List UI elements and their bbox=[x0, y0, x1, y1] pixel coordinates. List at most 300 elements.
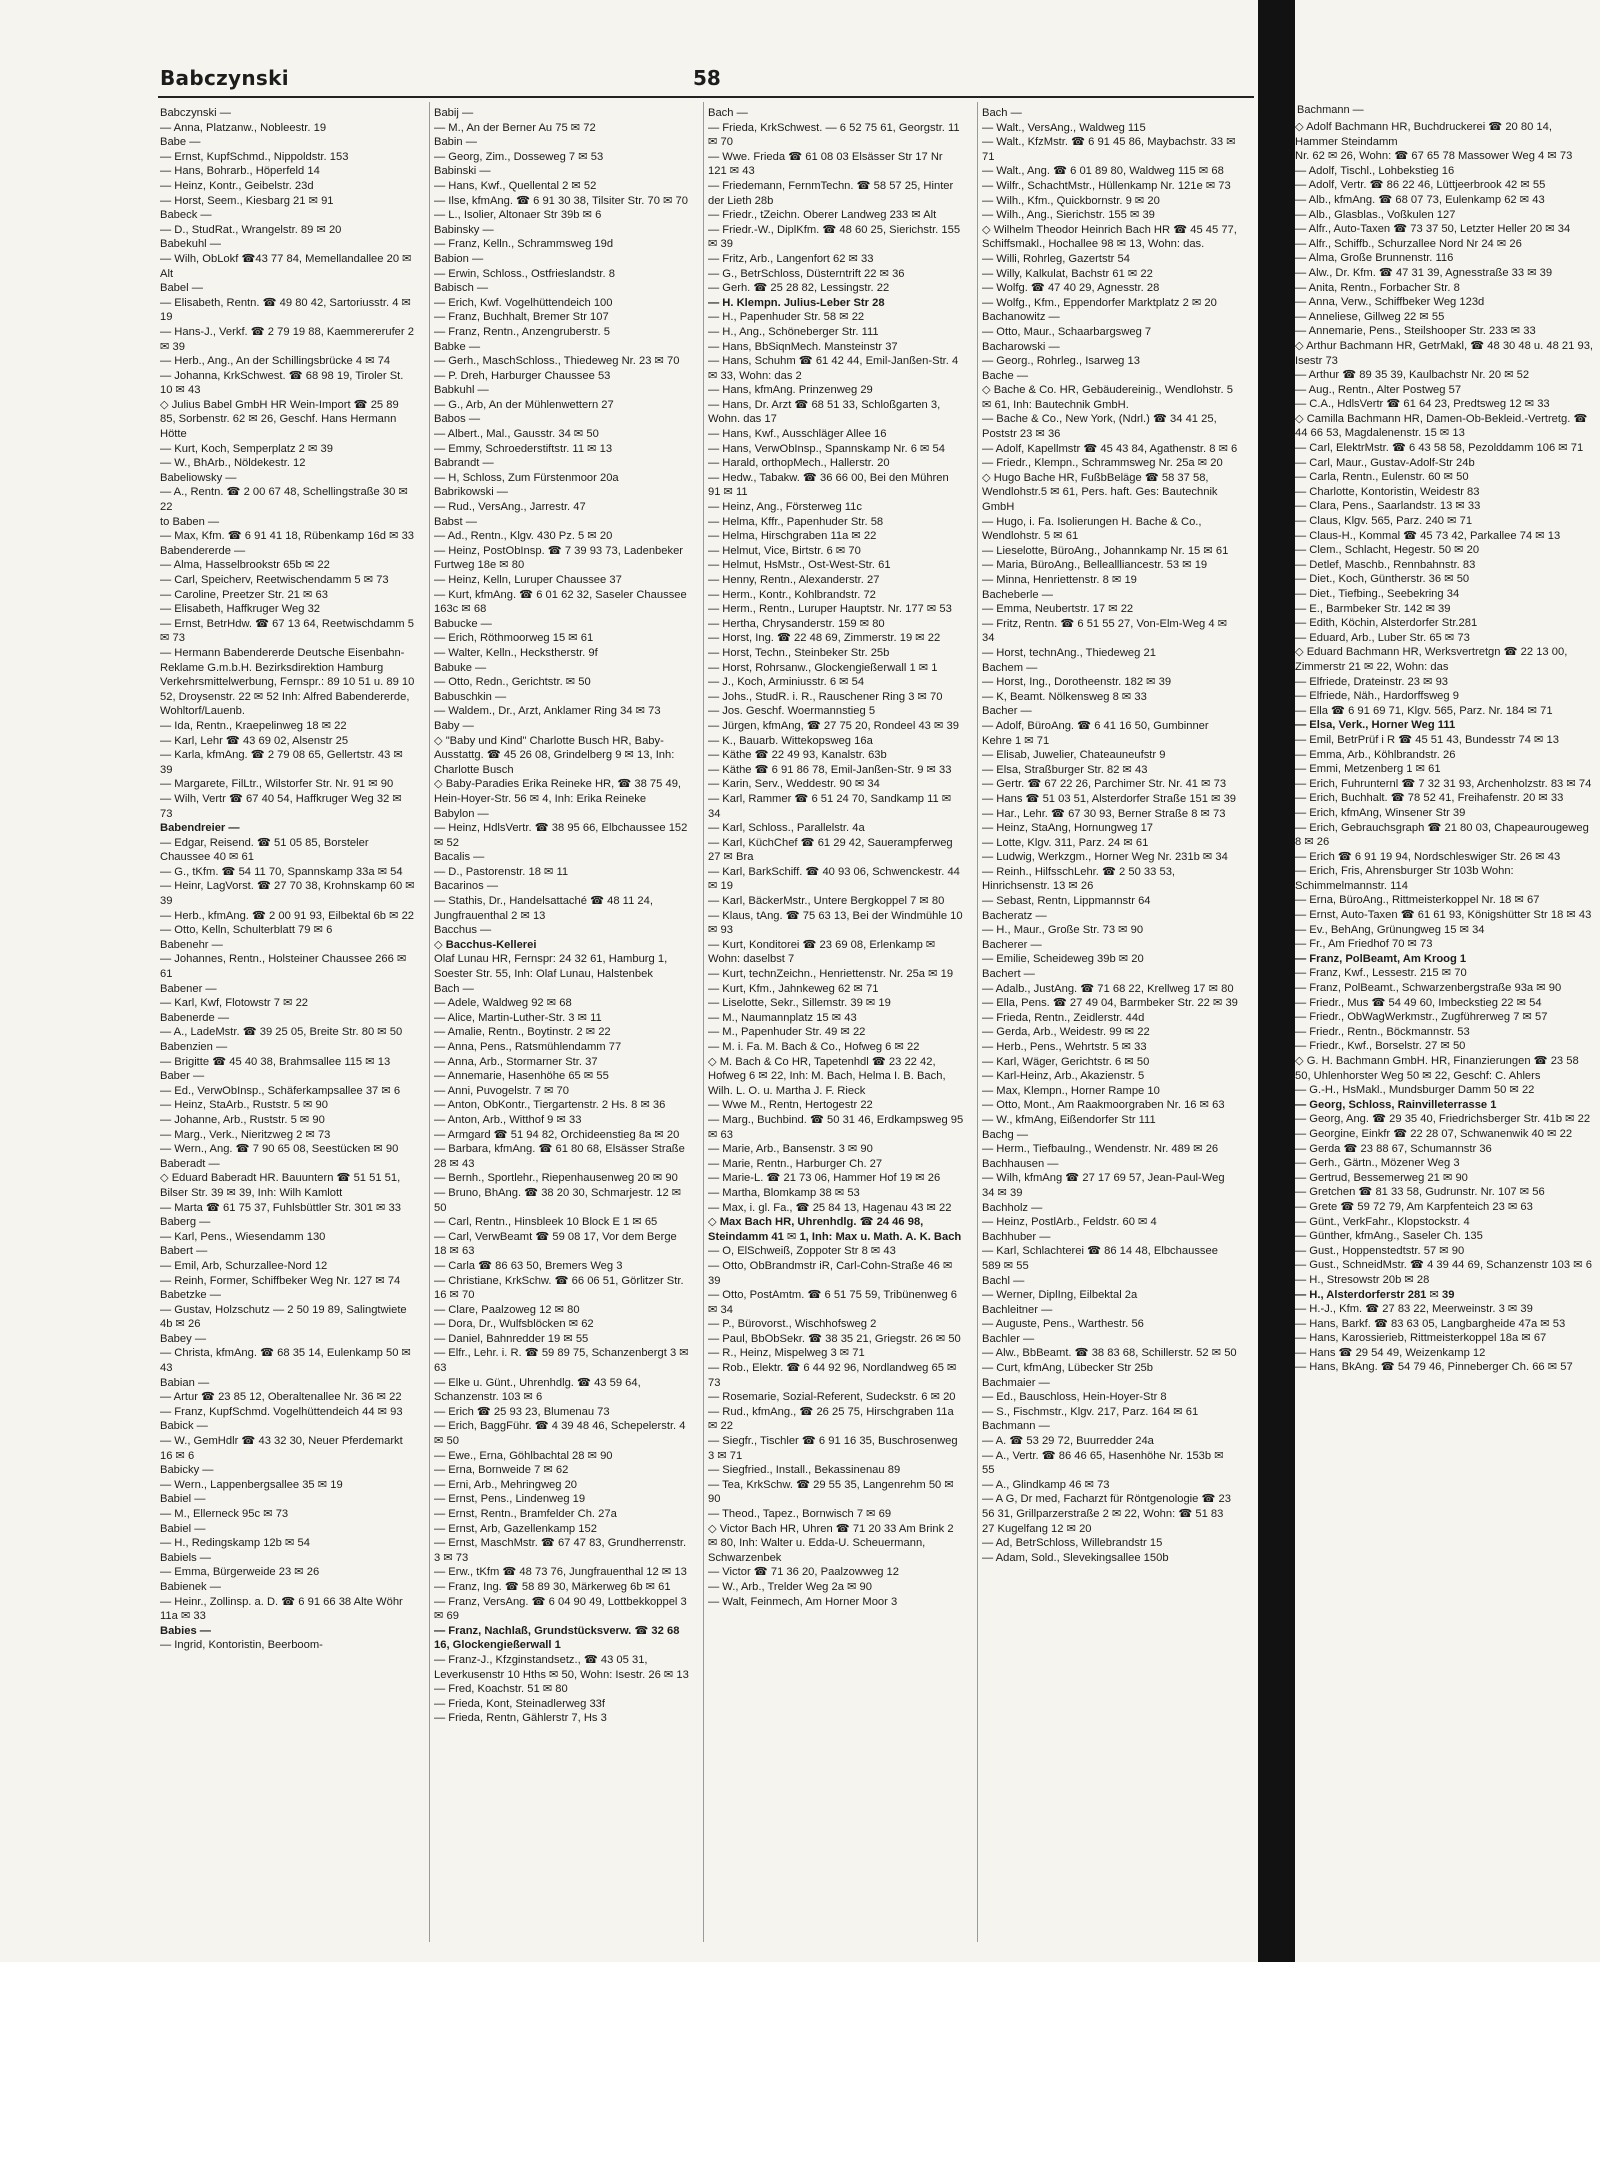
directory-entry: Babin — bbox=[434, 136, 477, 149]
directory-entry: — H., Stresowstr 20b ✉ 28 bbox=[1295, 1273, 1430, 1286]
directory-entry: — Ad., Rentn., Klgv. 430 Pz. 5 ✉ 20 bbox=[434, 530, 613, 543]
directory-entry: ◇ Bache & Co. HR, Gebäudereinig., Wendlohstr. 5 ✉ 61, Inh: Bautechnik GmbH. bbox=[982, 384, 1233, 411]
directory-entry: — Jürgen, kfmAng, ☎ 27 75 20, Rondeel 43 ✉ 39 bbox=[708, 719, 959, 732]
directory-entry: — J., Koch, Arminiusstr. 6 ✉ 54 bbox=[708, 676, 865, 689]
directory-entry: Nr. 62 ✉ 26, Wohn: ☎ 67 65 78 Massower Weg 4 ✉ 73 bbox=[1295, 150, 1573, 163]
directory-entry: — Emma, Neubertstr. 17 ✉ 22 bbox=[982, 603, 1134, 616]
directory-entry: — Minna, Henriettenstr. 8 ✉ 19 bbox=[982, 574, 1137, 586]
directory-entry: — Wilfr., SchachtMstr., Hüllenkamp Nr. 121e ✉ 73 bbox=[982, 179, 1231, 192]
directory-entry: — Armgard ☎ 51 94 82, Orchideenstieg 8a ✉ 20 bbox=[434, 1128, 680, 1141]
directory-entry: — M., Ellerneck 95c ✉ 73 bbox=[160, 1508, 289, 1520]
directory-entry: — Karin, Serv., Weddestr. 90 ✉ 34 bbox=[708, 778, 880, 791]
directory-entry: — W., kfmAng, Eißendorfer Str 111 bbox=[982, 1113, 1156, 1126]
directory-entry: — Franz, PolBeamt, Am Kroog 1 bbox=[1295, 952, 1467, 965]
directory-entry: — Alb., Glasblas., Voßkulen 127 bbox=[1295, 208, 1456, 221]
directory-column-4 bbox=[982, 106, 1238, 1946]
directory-entry: Bache — bbox=[982, 369, 1029, 382]
directory-entry: — Ad, BetrSchloss, Willebrandstr 15 bbox=[982, 1537, 1163, 1550]
directory-entry: — Alw., Dr. Kfm. ☎ 47 31 39, Agnesstraße 33 ✉ 39 bbox=[1295, 266, 1553, 279]
directory-entry: — Annemarie, Pens., Steilshooper Str. 233 ✉ 33 bbox=[1295, 325, 1536, 338]
directory-entry: — Alma, Große Brunnenstr. 116 bbox=[1295, 252, 1454, 265]
directory-entry: — Wern., Lappenbergsallee 35 ✉ 19 bbox=[160, 1478, 343, 1491]
directory-entry: — Caroline, Preetzer Str. 21 ✉ 63 bbox=[160, 588, 328, 601]
directory-entry: Bach — bbox=[708, 107, 748, 119]
directory-entry: — Annemarie, Hasenhöhe 65 ✉ 55 bbox=[434, 1070, 609, 1083]
directory-entry: — Rosemarie, Sozial-Referent, Sudeckstr. 6 ✉ 20 bbox=[708, 1391, 956, 1404]
directory-entry: — Georg, Zim., Dosseweg 7 ✉ 53 bbox=[434, 150, 604, 163]
directory-column-2 bbox=[434, 106, 690, 1946]
directory-entry: — R., Heinz, Mispelweg 3 ✉ 71 bbox=[708, 1347, 865, 1360]
directory-entry: — Erich, Fris, Ahrensburger Str 103b Wohn: Schimmelmannstr. 114 bbox=[1295, 865, 1514, 892]
directory-entry: Bachmann — bbox=[982, 1420, 1050, 1433]
directory-entry: — Klaus, tAng. ☎ 75 63 13, Bei der Windmühle 10 ✉ 93 bbox=[708, 909, 963, 937]
directory-entry: — M., An der Berner Au 75 ✉ 72 bbox=[434, 121, 596, 134]
directory-entry: — Gerda, Arb., Weidestr. 99 ✉ 22 bbox=[982, 1026, 1150, 1039]
directory-entry: — Reinh., HilfsschLehr. ☎ 2 50 33 53, Hinrichsenstr. 13 ✉ 26 bbox=[982, 865, 1176, 893]
directory-entry: — Heinr, LagVorst. ☎ 27 70 38, Krohnskamp 60 ✉ 39 bbox=[160, 880, 415, 908]
directory-entry: — Karl, Schloss., Parallelstr. 4a bbox=[708, 822, 865, 835]
directory-entry: — Marie, Rentn., Harburger Ch. 27 bbox=[708, 1157, 883, 1170]
directory-entry: — Helmut, HsMstr., Ost-West-Str. 61 bbox=[708, 559, 891, 572]
directory-entry: — K., Bauarb. Wittekopsweg 16a bbox=[708, 734, 873, 747]
directory-entry: — Marg., Verk., Nieritzweg 2 ✉ 73 bbox=[160, 1128, 331, 1141]
directory-entry: — Hans ☎ 29 54 49, Weizenkamp 12 bbox=[1295, 1346, 1486, 1359]
directory-entry: — Marie-L. ☎ 21 73 06, Hammer Hof 19 ✉ 26 bbox=[708, 1172, 941, 1185]
directory-entry: ◇ Eduard Baberadt HR. Bauuntern ☎ 51 51 51, Bilser Str. 39 ✉ 39, Inh: Wilh Kamlott bbox=[160, 1172, 401, 1199]
directory-entry: — H, Schloss, Zum Fürstenmoor 20a bbox=[434, 471, 619, 484]
directory-entry: — Aug., Rentn., Alter Postweg 57 bbox=[1295, 383, 1462, 396]
directory-entry: — Christiane, KrkSchw. ☎ 66 06 51, Görlitzer Str. 16 ✉ 70 bbox=[434, 1274, 684, 1302]
directory-entry: — Rob., Elektr. ☎ 6 44 92 96, Nordlandweg 65 ✉ 73 bbox=[708, 1362, 957, 1389]
directory-entry: — Ernst, Rentn., Bramfelder Ch. 27a bbox=[434, 1508, 617, 1520]
directory-entry: — Willy, Kalkulat, Bachstr 61 ✉ 22 bbox=[982, 267, 1153, 280]
directory-entry: — Herm., TiefbauIng., Wendenstr. Nr. 489 ✉ 26 bbox=[982, 1143, 1219, 1156]
directory-column-3 bbox=[708, 106, 964, 1946]
directory-entry: Bachleitner — bbox=[982, 1303, 1053, 1316]
directory-entry: — Ev., BehAng, Grünungweg 15 ✉ 34 bbox=[1295, 923, 1485, 936]
directory-entry: Babkuhl — bbox=[434, 384, 489, 397]
directory-entry: — Alw., BbBeamt. ☎ 38 83 68, Schillerstr. 52 ✉ 50 bbox=[982, 1347, 1237, 1360]
directory-entry: — Franz, Kwf., Lessestr. 215 ✉ 70 bbox=[1295, 967, 1467, 980]
directory-entry: Babst — bbox=[434, 515, 477, 528]
directory-entry: — Hans, Schuhm ☎ 61 42 44, Emil-Janßen-Str. 4 ✉ 33, Wohn: das 2 bbox=[708, 355, 959, 382]
directory-entry: — Otto, Mont., Am Raakmoorgraben Nr. 16 ✉ 63 bbox=[982, 1099, 1225, 1112]
directory-entry: — Ernst, Pens., Lindenweg 19 bbox=[434, 1493, 586, 1506]
directory-entry: — Heinz, StaAng, Hornungweg 17 bbox=[982, 822, 1154, 835]
directory-entry: — Elke u. Günt., Uhrenhdlg. ☎ 43 59 64, Schanzenstr. 103 ✉ 6 bbox=[434, 1376, 641, 1404]
directory-entry: — Herb., Ang., An der Schillingsbrücke 4 ✉ 74 bbox=[160, 355, 391, 368]
directory-entry: — Erni, Arb., Mehringweg 20 bbox=[434, 1478, 578, 1491]
directory-entry: — Diet., Koch, Güntherstr. 36 ✉ 50 bbox=[1295, 573, 1470, 586]
directory-entry: — Karl, Wäger, Gerichtstr. 6 ✉ 50 bbox=[982, 1055, 1150, 1068]
directory-entry: — Erna, Bornweide 7 ✉ 62 bbox=[434, 1464, 569, 1477]
directory-entry: — Otto, ObBrandmstr iR, Carl-Cohn-Straße 46 ✉ 39 bbox=[708, 1259, 953, 1287]
directory-entry: — Anna, Pens., Ratsmühlendamm 77 bbox=[434, 1041, 622, 1053]
directory-entry: — Emil, Arb, Schurzallee-Nord 12 bbox=[160, 1259, 328, 1272]
directory-entry: — Friedr., Klempn., Schrammsweg Nr. 25a ✉ 20 bbox=[982, 457, 1223, 470]
directory-entry: — Kurt, Koch, Semperplatz 2 ✉ 39 bbox=[160, 442, 333, 455]
directory-entry: — Emmy, Schroederstiftstr. 11 ✉ 13 bbox=[434, 442, 613, 455]
directory-entry: — Emilie, Scheideweg 39b ✉ 20 bbox=[982, 953, 1144, 966]
directory-entry: Babos — bbox=[434, 413, 481, 426]
directory-entry: — Karl, Schlachterei ☎ 86 14 48, Elbchaussee 589 ✉ 55 bbox=[982, 1245, 1218, 1272]
directory-entry: — Erich, Kwf. Vogelhüttendeich 100 bbox=[434, 296, 613, 309]
directory-entry: — Hedw., Tabakw. ☎ 36 66 00, Bei den Mühren 91 ✉ 11 bbox=[708, 471, 949, 499]
directory-entry: — H. Klempn. Julius-Leber Str 28 bbox=[708, 296, 885, 309]
directory-entry: Bachg — bbox=[982, 1128, 1029, 1141]
directory-entry: Babies — bbox=[160, 1624, 211, 1637]
directory-entry: — Kurt, Kfm., Jahnkeweg 62 ✉ 71 bbox=[708, 982, 879, 995]
directory-entry: — Karl, Rammer ☎ 6 51 24 70, Sandkamp 11 ✉ 34 bbox=[708, 792, 952, 820]
directory-entry: — G., Arb, An der Mühlenwettern 27 bbox=[434, 398, 614, 411]
directory-entry: — L., Isolier, Altonaer Str 39b ✉ 6 bbox=[434, 209, 602, 222]
directory-entry: Babicky — bbox=[160, 1464, 214, 1477]
directory-entry: — Ernst, KupfSchmd., Nippoldstr. 153 bbox=[160, 150, 349, 163]
directory-entry: — Sebast, Rentn, Lippmannstr 64 bbox=[982, 895, 1151, 908]
directory-entry: — Alfr., Auto-Taxen ☎ 73 37 50, Letzter Heller 20 ✉ 34 bbox=[1295, 223, 1571, 236]
directory-entry: — Friedr., ObWagWerkmstr., Zugführerweg 7 ✉ 57 bbox=[1295, 1011, 1548, 1024]
directory-entry: — Ed., VerwObInsp., Schäferkampsallee 37 ✉ 6 bbox=[160, 1084, 401, 1097]
directory-entry: — Carla ☎ 86 63 50, Bremers Weg 3 bbox=[434, 1259, 623, 1272]
directory-entry: — Detlef, Maschb., Rennbahnstr. 83 bbox=[1295, 558, 1476, 571]
directory-entry: — Hans, BbSiqnMech. Mansteinstr 37 bbox=[708, 340, 898, 353]
directory-entry: — Ernst, Arb, Gazellenkamp 152 bbox=[434, 1522, 597, 1535]
directory-entry: Bacchus — bbox=[434, 924, 492, 937]
directory-entry: Babendererde — bbox=[160, 544, 246, 557]
directory-entry: — Johanne, Arb., Ruststr. 5 ✉ 90 bbox=[160, 1113, 325, 1126]
directory-entry: — Friedr., Mus ☎ 54 49 60, Imbeckstieg 22 ✉ 54 bbox=[1295, 996, 1542, 1009]
directory-entry: — H., Redingskamp 12b ✉ 54 bbox=[160, 1537, 310, 1550]
directory-entry: — Carl, Maur., Gustav-Adolf-Str 24b bbox=[1295, 456, 1475, 469]
directory-entry: — Erich, Gebrauchsgraph ☎ 21 80 03, Chapeaurougeweg 8 ✉ 26 bbox=[1295, 821, 1589, 849]
directory-entry: — Ewe., Erna, Göhlbachtal 28 ✉ 90 bbox=[434, 1449, 613, 1462]
directory-entry: Babrikowski — bbox=[434, 486, 508, 499]
directory-entry: ◇ Wilhelm Theodor Heinrich Bach HR ☎ 45 45 77, Schiffsmakl., Hochallee 98 ✉ 13, Wohn: das. bbox=[982, 223, 1237, 251]
directory-entry: — Hans ☎ 51 03 51, Alsterdorfer Straße 151 ✉ 39 bbox=[982, 792, 1237, 805]
directory-entry: — Horst, Rohrsanw., Glockengießerwall 1 ✉ 1 bbox=[708, 661, 938, 674]
directory-entry: — Elsa, Straßburger Str. 82 ✉ 43 bbox=[982, 763, 1148, 776]
directory-entry: — Karla, kfmAng. ☎ 2 79 08 65, Gellertstr. 43 ✉ 39 bbox=[160, 749, 403, 776]
directory-entry: Babick — bbox=[160, 1420, 208, 1433]
directory-entry: — Elisabeth, Haffkruger Weg 32 bbox=[160, 603, 321, 616]
directory-entry: Babekuhl — bbox=[160, 238, 221, 251]
directory-entry: Babienek — bbox=[160, 1580, 221, 1593]
directory-entry: — Franz, PolBeamt., Schwarzenbergstraße 93a ✉ 90 bbox=[1295, 982, 1562, 995]
directory-entry: — Victor ☎ 71 36 20, Paalzowweg 12 bbox=[708, 1566, 899, 1579]
directory-entry: — Emil, BetrPrüf i R ☎ 45 51 43, Bundesstr 74 ✉ 13 bbox=[1295, 733, 1559, 746]
directory-entry: — Franz, Kelln., Schrammsweg 19d bbox=[434, 238, 614, 251]
directory-entry: — Emma, Arb., Köhlbrandstr. 26 bbox=[1295, 748, 1456, 761]
directory-entry: — Adam, Sold., Slevekingsallee 150b bbox=[982, 1551, 1169, 1564]
directory-entry: — Karl, Pens., Wiesendamm 130 bbox=[160, 1230, 326, 1243]
directory-entry: — Franz, Rentn., Anzengruberstr. 5 bbox=[434, 325, 610, 338]
page-number: 58 bbox=[693, 66, 721, 90]
directory-entry: — Karl, BäckerMstr., Untere Bergkoppel 7 ✉ 80 bbox=[708, 895, 945, 908]
directory-entry: — Otto, PostAmtm. ☎ 6 51 75 59, Tribünenweg 6 ✉ 34 bbox=[708, 1289, 957, 1316]
directory-entry: — Reinh, Former, Schiffbeker Weg Nr. 127 ✉ 74 bbox=[160, 1274, 401, 1287]
directory-entry: — H., Papenhuder Str. 58 ✉ 22 bbox=[708, 311, 865, 324]
directory-entry: — W., BhArb., Nöldekestr. 12 bbox=[160, 457, 306, 470]
directory-entry: — D., Pastorenstr. 18 ✉ 11 bbox=[434, 865, 569, 878]
directory-entry: ◇ Adolf Bachmann HR, Buchdruckerei ☎ 20 80 14, Hammer Steindamm bbox=[1295, 121, 1552, 148]
directory-entry: — Fred, Koachstr. 51 ✉ 80 bbox=[434, 1683, 568, 1696]
directory-entry: Bacherer — bbox=[982, 938, 1042, 951]
directory-entry: ◇ Hugo Bache HR, FußbBeläge ☎ 58 37 58, Wendlohstr.5 ✉ 61, Pers. haft. Ges: Bautechnik GmbH bbox=[982, 471, 1218, 514]
directory-entry: — Liselotte, Sekr., Sillemstr. 39 ✉ 19 bbox=[708, 997, 891, 1010]
directory-entry: — Georgine, Einkfr ☎ 22 28 07, Schwanenwik 40 ✉ 22 bbox=[1295, 1127, 1573, 1140]
directory-entry: ◇ Victor Bach HR, Uhren ☎ 71 20 33 Am Brink 2 ✉ 80, Inh: Walter u. Edda-U. Scheuermann, Schwarzenbek bbox=[708, 1522, 954, 1564]
directory-entry: — Elisab, Juwelier, Chateauneufstr 9 bbox=[982, 749, 1166, 762]
directory-entry: Bachanowitz — bbox=[982, 311, 1060, 324]
directory-entry: — A., Rentn. ☎ 2 00 67 48, Schellingstraße 30 ✉ 22 bbox=[160, 486, 408, 514]
directory-entry: — Karl-Heinz, Arb., Akazienstr. 5 bbox=[982, 1070, 1145, 1083]
directory-entry: — Margarete, FilLtr., Wilstorfer Str. Nr. 91 ✉ 90 bbox=[160, 778, 394, 791]
directory-entry: Babke — bbox=[434, 340, 481, 353]
directory-entry: — Amalie, Rentn., Boytinstr. 2 ✉ 22 bbox=[434, 1026, 611, 1039]
directory-entry: — G., BetrSchloss, Düsterntrift 22 ✉ 36 bbox=[708, 267, 905, 280]
directory-entry: — Horst, technAng., Thiedeweg 21 bbox=[982, 646, 1156, 659]
directory-entry: — Theod., Tapez., Bornwisch 7 ✉ 69 bbox=[708, 1508, 892, 1520]
directory-entry: — Lotte, Klgv. 311, Parz. 24 ✉ 61 bbox=[982, 836, 1149, 849]
directory-entry: — Gertrud, Bessemerweg 21 ✉ 90 bbox=[1295, 1171, 1468, 1184]
directory-entry: — A., Vertr. ☎ 86 46 65, Hasenhöhe Nr. 153b ✉ 55 bbox=[982, 1449, 1224, 1477]
directory-entry: — A., Glindkamp 46 ✉ 73 bbox=[982, 1478, 1110, 1491]
directory-entry: — Grete ☎ 59 72 79, Am Karpfenteich 23 ✉ 63 bbox=[1295, 1200, 1533, 1213]
directory-entry: — H.-J., Kfm. ☎ 27 83 22, Meerweinstr. 3 ✉ 39 bbox=[1295, 1303, 1533, 1316]
directory-entry: ◇ M. Bach & Co HR, Tapetenhdl ☎ 23 22 42, Hofweg 6 ✉ 22, Inh: M. Bach, Helma I. B. Bach, Wilh. L. O. u. Martha J. F. Rieck bbox=[708, 1055, 946, 1097]
directory-entry: — Anna, Arb., Stormarner Str. 37 bbox=[434, 1055, 598, 1068]
directory-entry: Baber — bbox=[160, 1070, 205, 1083]
directory-entry: — Carl, ElektrMstr. ☎ 6 43 58 58, Pezolddamm 106 ✉ 71 bbox=[1295, 442, 1584, 455]
directory-entry: — Hans, Bohrarb., Höperfeld 14 bbox=[160, 165, 320, 178]
directory-entry: — Adalb., JustAng. ☎ 71 68 22, Krellweg 17 ✉ 80 bbox=[982, 982, 1234, 995]
directory-entry: — Werner, DiplIng, Eilbektal 2a bbox=[982, 1289, 1138, 1302]
directory-entry: — Gerh. ☎ 25 28 82, Lessingstr. 22 bbox=[708, 282, 890, 295]
directory-entry: Babener — bbox=[160, 982, 217, 995]
directory-entry: — Rud., kfmAng., ☎ 26 25 75, Hirschgraben 11a ✉ 22 bbox=[708, 1405, 954, 1433]
directory-entry: — Curt, kfmAng, Lübecker Str 25b bbox=[982, 1362, 1153, 1375]
directory-entry: — Siegfr., Tischler ☎ 6 91 16 35, Buschrosenweg 3 ✉ 71 bbox=[708, 1435, 958, 1462]
directory-entry: Babion — bbox=[434, 252, 484, 265]
directory-entry: Baberadt — bbox=[160, 1157, 220, 1170]
directory-entry: — H., Alsterdorferstr 281 ✉ 39 bbox=[1295, 1288, 1455, 1301]
directory-entry: — Maria, BüroAng., Belleallliancestr. 53 ✉ 19 bbox=[982, 559, 1208, 572]
directory-entry: — Otto, Maur., Schaarbargsweg 7 bbox=[982, 325, 1152, 338]
directory-entry: Babel — bbox=[160, 282, 203, 295]
directory-entry: — Kurt, technZeichn., Henriettenstr. Nr. 25a ✉ 19 bbox=[708, 968, 954, 981]
directory-entry: — Heinz, PostObInsp. ☎ 7 39 93 73, Ladenbeker Furtweg 18e ✉ 80 bbox=[434, 544, 684, 572]
running-head-name: Babczynski bbox=[160, 66, 289, 90]
directory-entry: Babert — bbox=[160, 1245, 208, 1258]
directory-entry: — Otto, Kelln, Schulterblatt 79 ✉ 6 bbox=[160, 924, 333, 937]
directory-entry: — Diet., Tiefbing., Seebekring 34 bbox=[1295, 588, 1460, 600]
directory-entry: Babiels — bbox=[160, 1551, 211, 1564]
directory-entry: — Gustav, Holzschutz — 2 50 19 89, Salingtwiete 4b ✉ 26 bbox=[160, 1303, 407, 1331]
facing-page-head: Bachmann — bbox=[1297, 104, 1364, 116]
directory-entry: — Edgar, Reisend. ☎ 51 05 85, Borsteler Chaussee 40 ✉ 61 bbox=[160, 836, 369, 864]
directory-entry: — Carl, Rentn., Hinsbleek 10 Block E 1 ✉ 65 bbox=[434, 1216, 658, 1229]
directory-entry: — Erich, kfmAng, Winsener Str 39 bbox=[1295, 806, 1466, 819]
directory-entry: — Otto, Redn., Gerichtstr. ✉ 50 bbox=[434, 676, 591, 689]
directory-entry: — Ilse, kfmAng. ☎ 6 91 30 38, Tilsiter Str. 70 ✉ 70 bbox=[434, 194, 689, 207]
directory-entry: — Elisabeth, Rentn. ☎ 49 80 42, Sartoriusstr. 4 ✉ 19 bbox=[160, 296, 411, 324]
directory-entry: — Helma, Kffr., Papenhuder Str. 58 bbox=[708, 515, 884, 528]
directory-entry: — Wilh., Ang., Sierichstr. 155 ✉ 39 bbox=[982, 209, 1155, 222]
directory-entry: — Walt., Ang. ☎ 6 01 89 80, Waldweg 115 ✉ 68 bbox=[982, 165, 1224, 178]
directory-entry: — Heinz, Ang., Försterweg 11c bbox=[708, 501, 862, 514]
directory-entry: — Daniel, Bahnredder 19 ✉ 55 bbox=[434, 1332, 589, 1345]
directory-entry: — Franz, KupfSchmd. Vogelhüttendeich 44 ✉ 93 bbox=[160, 1405, 403, 1418]
directory-entry: — Wilh, Vertr ☎ 67 40 54, Haffkruger Weg 32 ✉ 73 bbox=[160, 792, 402, 820]
directory-entry: Bachholz — bbox=[982, 1201, 1043, 1214]
directory-entry: — Franz, Buchhalt, Bremer Str 107 bbox=[434, 311, 609, 324]
directory-entry: — Hans, BkAng. ☎ 54 79 46, Pinneberger Ch. 66 ✉ 57 bbox=[1295, 1361, 1573, 1374]
directory-entry: — Marta ☎ 61 75 37, Fuhlsbüttler Str. 301 ✉ 33 bbox=[160, 1201, 401, 1214]
directory-entry: — Waldem., Dr., Arzt, Anklamer Ring 34 ✉ 73 bbox=[434, 705, 661, 718]
directory-entry: — Hertha, Chrysanderstr. 159 ✉ 80 bbox=[708, 617, 885, 630]
directory-entry: — Georg, Schloss, Rainvilleterrasse 1 bbox=[1295, 1098, 1497, 1111]
directory-entry: — Stathis, Dr., Handelsattaché ☎ 48 11 24, Jungfrauenthal 2 ✉ 13 bbox=[434, 895, 653, 922]
directory-entry: Babey — bbox=[160, 1332, 207, 1345]
directory-entry: — Johanna, KrkSchwest. ☎ 68 98 19, Tiroler St. 10 ✉ 43 bbox=[160, 369, 404, 397]
directory-entry: — H., Maur., Große Str. 73 ✉ 90 bbox=[982, 924, 1144, 937]
directory-entry: Babenerde — bbox=[160, 1011, 230, 1024]
directory-entry: — M. i. Fa. M. Bach & Co., Hofweg 6 ✉ 22 bbox=[708, 1041, 920, 1053]
directory-entry: — Ernst, BetrHdw. ☎ 67 13 64, Reetwischdamm 5 ✉ 73 bbox=[160, 617, 414, 645]
directory-entry: — Willi, Rohrleg, Gazertstr 54 bbox=[982, 252, 1130, 265]
directory-entry: — H., Ang., Schöneberger Str. 111 bbox=[708, 325, 879, 338]
directory-entry: — Hans-J., Verkf. ☎ 2 79 19 88, Kaemmererufer 2 ✉ 39 bbox=[160, 325, 414, 353]
directory-entry: — Günt., VerkFahr., Klopstockstr. 4 bbox=[1295, 1215, 1470, 1228]
directory-entry: — W., GemHdlr ☎ 43 32 30, Neuer Pferdemarkt 16 ✉ 6 bbox=[160, 1435, 403, 1462]
directory-entry: — Käthe ☎ 22 49 93, Kanalstr. 63b bbox=[708, 749, 887, 762]
directory-entry: — Harald, orthopMech., Hallerstr. 20 bbox=[708, 457, 890, 470]
directory-entry: — K, Beamt. Nölkensweg 8 ✉ 33 bbox=[982, 690, 1147, 703]
directory-entry: — Erich, Fuhrunternl ☎ 7 32 31 93, Archenholzstr. 83 ✉ 74 bbox=[1295, 777, 1592, 790]
directory-entry: — Erich, BaggFühr. ☎ 4 39 48 46, Schepelerstr. 4 ✉ 50 bbox=[434, 1420, 686, 1448]
directory-entry: — Alma, Hasselbrookstr 65b ✉ 22 bbox=[160, 559, 330, 572]
facing-page-column bbox=[1295, 120, 1595, 1960]
directory-entry: — Erich, Röthmoorweg 15 ✉ 61 bbox=[434, 632, 594, 645]
directory-entry: — Rud., VersAng., Jarrestr. 47 bbox=[434, 501, 586, 514]
directory-entry: — Carl, Speicherv, Reetwischendamm 5 ✉ 73 bbox=[160, 574, 389, 586]
directory-entry: — Franz, VersAng. ☎ 6 04 90 49, Lottbekkoppel 3 ✉ 69 bbox=[434, 1595, 687, 1623]
directory-entry: — Gerh., Gärtn., Mözener Weg 3 bbox=[1295, 1157, 1460, 1170]
directory-entry: — Christa, kfmAng. ☎ 68 35 14, Eulenkamp 50 ✉ 43 bbox=[160, 1347, 411, 1375]
directory-entry: — Georg., Rohrleg., Isarweg 13 bbox=[982, 355, 1140, 368]
directory-entry: — Adolf, BüroAng. ☎ 6 41 16 50, Gumbinner Kehre 1 ✉ 71 bbox=[982, 719, 1209, 747]
directory-entry: — Hugo, i. Fa. Isolierungen H. Bache & Co., Wendlohstr. 5 ✉ 61 bbox=[982, 515, 1202, 543]
directory-entry: — Walt, Feinmech, Am Horner Moor 3 bbox=[708, 1595, 898, 1608]
directory-entry: — Frieda, Kont, Steinadlerweg 33f bbox=[434, 1697, 606, 1710]
directory-entry: — Johannes, Rentn., Holsteiner Chaussee 266 ✉ 61 bbox=[160, 953, 407, 981]
directory-entry: — Carla, Rentn., Eulenstr. 60 ✉ 50 bbox=[1295, 471, 1469, 484]
directory-entry: — Horst, Ing. ☎ 22 48 69, Zimmerstr. 19 ✉ 22 bbox=[708, 632, 941, 645]
directory-entry: — Gust., SchneidMstr. ☎ 4 39 44 69, Schanzenstr 103 ✉ 6 bbox=[1295, 1259, 1592, 1272]
directory-entry: — Adolf, Vertr. ☎ 86 22 46, Lüttjeerbrook 42 ✉ 55 bbox=[1295, 179, 1546, 192]
directory-entry: Babian — bbox=[160, 1376, 210, 1389]
directory-entry: — W., Arb., Trelder Weg 2a ✉ 90 bbox=[708, 1580, 872, 1593]
directory-entry: — Elsa, Verk., Horner Weg 111 bbox=[1295, 719, 1456, 732]
directory-entry: — Georg, Ang. ☎ 29 35 40, Friedrichsberger Str. 41b ✉ 22 bbox=[1295, 1113, 1591, 1126]
directory-entry: — Horst, Techn., Steinbeker Str. 25b bbox=[708, 646, 890, 659]
directory-entry: Babinski — bbox=[434, 165, 491, 178]
directory-entry: Babiel — bbox=[160, 1522, 206, 1535]
directory-entry: — M., Naumannplatz 15 ✉ 43 bbox=[708, 1011, 857, 1024]
directory-entry: — Herb., kfmAng. ☎ 2 00 91 93, Eilbektal 6b ✉ 22 bbox=[160, 909, 415, 922]
directory-entry: — Ella ☎ 6 91 69 71, Klgv. 565, Parz. Nr. 184 ✉ 71 bbox=[1295, 704, 1553, 717]
directory-entry: — Adolf, Kapellmstr ☎ 45 43 84, Agathenstr. 8 ✉ 6 bbox=[982, 442, 1238, 455]
directory-entry: — Emmi, Metzenberg 1 ✉ 61 bbox=[1295, 763, 1441, 776]
directory-entry: — Anna, Verw., Schiffbeker Weg 123d bbox=[1295, 296, 1485, 309]
directory-entry: — Paul, BbObSekr. ☎ 38 35 21, Griegstr. 26 ✉ 50 bbox=[708, 1332, 961, 1345]
directory-entry: — Anna, Platzanw., Nobleestr. 19 bbox=[160, 121, 327, 134]
directory-entry: — Kurt, Konditorei ☎ 23 69 08, Erlenkamp ✉ Wohn: daselbst 7 bbox=[708, 938, 936, 966]
directory-entry: ◇ Bacchus-Kellerei bbox=[434, 938, 537, 951]
directory-entry: — Frieda, KrkSchwest. — 6 52 75 61, Georgstr. 11 ✉ 70 bbox=[708, 121, 960, 149]
directory-entry: — Barbara, kfmAng. ☎ 61 80 68, Elsässer Straße 28 ✉ 43 bbox=[434, 1143, 685, 1170]
directory-entry: — Alice, Martin-Luther-Str. 3 ✉ 11 bbox=[434, 1011, 602, 1024]
directory-entry: — Adolf, Tischl., Lohbekstieg 16 bbox=[1295, 164, 1455, 177]
directory-entry: — Fritz, Arb., Langenfort 62 ✉ 33 bbox=[708, 252, 874, 265]
directory-entry: — Anton, ObKontr., Tiergartenstr. 2 Hs. 8 ✉ 36 bbox=[434, 1099, 666, 1112]
directory-entry: — Heinz, StaArb., Ruststr. 5 ✉ 90 bbox=[160, 1099, 328, 1112]
directory-entry: — Heinz, HdlsVertr. ☎ 38 95 66, Elbchaussee 152 ✉ 52 bbox=[434, 822, 688, 849]
directory-entry: — Artur ☎ 23 85 12, Oberaltenallee Nr. 36 ✉ 22 bbox=[160, 1391, 402, 1404]
directory-entry: — Elfr., Lehr. i. R. ☎ 59 89 75, Schanzenbergt 3 ✉ 63 bbox=[434, 1347, 689, 1375]
directory-entry: — Wern., Ang. ☎ 7 90 65 08, Seestücken ✉ 90 bbox=[160, 1143, 399, 1156]
directory-entry: Babenehr — bbox=[160, 938, 223, 951]
directory-entry: — Günther, kfmAng., Saseler Ch. 135 bbox=[1295, 1230, 1483, 1243]
directory-entry: — Clare, Paalzoweg 12 ✉ 80 bbox=[434, 1303, 580, 1316]
directory-entry: — Martha, Blomkamp 38 ✉ 53 bbox=[708, 1186, 860, 1199]
directory-entry: — Tea, KrkSchw. ☎ 29 55 35, Langenrehm 50 ✉ 90 bbox=[708, 1478, 954, 1506]
directory-entry: — Johs., StudR. i. R., Rauschener Ring 3 ✉ 70 bbox=[708, 690, 943, 703]
directory-entry: — P. Dreh, Harburger Chaussee 53 bbox=[434, 369, 611, 382]
directory-entry: — Franz-J., Kfzginstandsetz., ☎ 43 05 31, Leverkusenstr 10 Hths ✉ 50, Wohn: Isestr. 26 ✉ 13 bbox=[434, 1653, 689, 1681]
directory-entry: ◇ "Baby und Kind" Charlotte Busch HR, Baby-Ausstattg. ☎ 45 26 08, Grindelberg 9 ✉ 13, Inh: Charlotte Busch bbox=[434, 734, 675, 776]
directory-entry: — Ingrid, Kontoristin, Beerboom- bbox=[160, 1639, 323, 1652]
directory-entry: — Edith, Köchin, Alsterdorfer Str.281 bbox=[1295, 617, 1478, 630]
directory-entry: — Anton, Arb., Witthof 9 ✉ 33 bbox=[434, 1113, 582, 1126]
directory-entry: — Elfriede, Drateinstr. 23 ✉ 93 bbox=[1295, 675, 1449, 688]
directory-entry: Babenzien — bbox=[160, 1041, 228, 1053]
directory-entry: — Erw., tKfm ☎ 48 73 76, Jungfrauenthal 12 ✉ 13 bbox=[434, 1566, 687, 1579]
directory-entry: — Fr., Am Friedhof 70 ✉ 73 bbox=[1295, 938, 1433, 951]
directory-entry: — Emma, Bürgerweide 23 ✉ 26 bbox=[160, 1566, 320, 1579]
directory-entry: — Auguste, Pens., Warthestr. 56 bbox=[982, 1318, 1144, 1331]
directory-entry: ◇ Eduard Bachmann HR, Werksvertretgn ☎ 22 13 00, Zimmerstr 21 ✉ 22, Wohn: das bbox=[1295, 646, 1568, 673]
directory-entry: — Marg., Buchbind. ☎ 50 31 46, Erdkampsweg 95 ✉ 63 bbox=[708, 1113, 964, 1141]
directory-entry: — Eduard, Arb., Luber Str. 65 ✉ 73 bbox=[1295, 631, 1470, 644]
facing-page bbox=[1295, 0, 1600, 1962]
directory-entry: — Clem., Schlacht, Hegestr. 50 ✉ 20 bbox=[1295, 544, 1480, 557]
directory-entry: — Karl, Lehr ☎ 43 69 02, Alsenstr 25 bbox=[160, 734, 349, 747]
directory-entry: Bacher — bbox=[982, 705, 1032, 718]
directory-entry: — Wilh, kfmAng ☎ 27 17 69 57, Jean-Paul-Weg 34 ✉ 39 bbox=[982, 1172, 1225, 1199]
directory-entry: — Carl, VerwBeamt ☎ 59 08 17, Vor dem Berge 18 ✉ 63 bbox=[434, 1230, 677, 1258]
directory-entry: Bacalis — bbox=[434, 851, 485, 864]
directory-entry: — Hermann Babendererde Deutsche Eisenbahn-Reklame G.m.b.H. Bezirksdirektion Hamburg Verkehrsmittelwerbung, Fernspr.: 89 10 51 u. 89 10 52, Droysenstr. 22 ✉ 52 Inh: Alfred Babendererde, Wohltorf/Lauenb. bbox=[160, 646, 415, 718]
directory-entry: — Heinr., Zollinsp. a. D. ☎ 6 91 66 38 Alte Wöhr 11a ✉ 33 bbox=[160, 1595, 403, 1623]
directory-entry: ◇ Max Bach HR, Uhrenhdlg. ☎ 24 46 98, Steindamm 41 ✉ 1, Inh: Max u. Math. A. K. Bach bbox=[708, 1216, 962, 1243]
directory-entry: — Kurt, kfmAng. ☎ 6 01 62 32, Saseler Chaussee 163c ✉ 68 bbox=[434, 588, 687, 616]
directory-entry: — Charlotte, Kontoristin, Weidestr 83 bbox=[1295, 485, 1480, 498]
directory-entry: — Karl, BarkSchiff. ☎ 40 93 06, Schwenckestr. 44 ✉ 19 bbox=[708, 865, 960, 893]
directory-entry: — Lieselotte, BüroAng., Johannkamp Nr. 15 ✉ 61 bbox=[982, 544, 1229, 557]
directory-entry: — Adele, Waldweg 92 ✉ 68 bbox=[434, 997, 572, 1010]
directory-entry: ◇ Baby-Paradies Erika Reineke HR, ☎ 38 75 49, Hein-Hoyer-Str. 56 ✉ 4, Inh: Erika Reineke bbox=[434, 778, 682, 805]
